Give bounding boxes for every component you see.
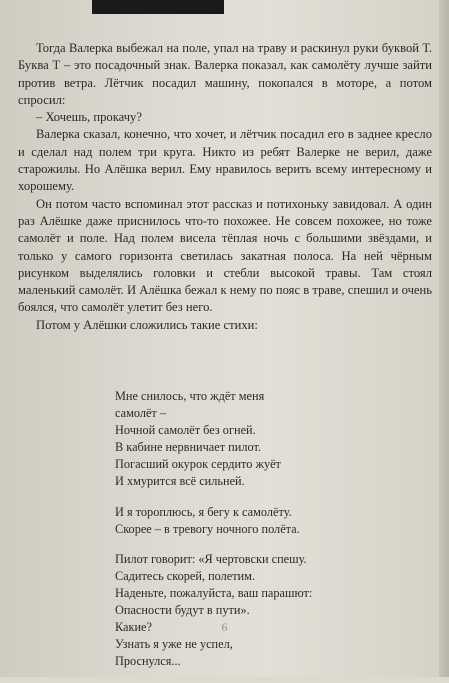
verse-line: Проснулся... — [115, 654, 181, 669]
paragraph: Он потом часто вспоминал этот рассказ и потихоньку завидовал. А один раз Алёшке даже приснилось что-то похожее. Не совсем похожее, но тоже самолёт и поле. Над полем висела тёплая ночь с большими звёздами, и только у самого горизонта светилась закатная полоса. На ней чёрным рисунком выделялись головки и стебли высокой травы. Там стоял маленький самолёт. И Алёшка бежал к нему по пояс в траве, спешил и очень боялся, что самолёт улетит без него. — [18, 196, 432, 315]
verse-line: Пилот говорит: «Я чертовски спешу. — [115, 551, 307, 566]
verse-line: Какие? — [115, 620, 152, 635]
prose-text — [18, 40, 432, 334]
stanza-3 — [115, 551, 415, 671]
poem — [115, 388, 415, 683]
paragraph: – Хочешь, прокачу? — [36, 110, 142, 125]
stanza-1 — [115, 388, 415, 491]
verse-line: Ночной самолёт без огней. — [115, 423, 256, 438]
verse-line: И хмурится всё сильней. — [115, 474, 245, 489]
verse-line: Узнать я уже не успел, — [115, 637, 233, 652]
verse-line: Скорее – в тревогу ночного полёта. — [115, 521, 300, 536]
page-number: 6 — [221, 620, 228, 634]
paragraph: Потом у Алёшки сложились такие стихи: — [36, 317, 258, 332]
verse-line: Садитесь скорей, полетим. — [115, 568, 256, 583]
verse-line: Наденьте, пожалуйста, ваш парашют: — [115, 585, 313, 600]
verse-line: В кабине нервничает пилот. — [115, 440, 261, 455]
verse-line: Опасности будут в пути». — [115, 603, 250, 618]
verse-line: И я тороплюсь, я бегу к самолёту. — [115, 504, 292, 519]
paragraph: Тогда Валерка выбежал на поле, упал на траву и раскинул руки буквой Т. Буква Т – это посадочный знак. Валерка показал, как самолёту лучше зайти против ветра. Лётчик посадил машину, покопался в моторе, а потом спросил: — [18, 41, 432, 107]
paragraph: Валерка сказал, конечно, что хочет, и лётчик посадил его в заднее кресло и сделал над полем три круга. Никто из ребят Валерке не верил, даже старожилы. Но Алёшка верил. Ему нравилось верить всему интересному и хорошему. — [18, 127, 432, 194]
stanza-2 — [115, 504, 415, 538]
verse-line: самолёт – — [115, 406, 167, 421]
verse-line: Мне снилось, что ждёт меня — [115, 389, 265, 403]
verse-line: Погасший окурок сердито жуёт — [115, 457, 281, 472]
